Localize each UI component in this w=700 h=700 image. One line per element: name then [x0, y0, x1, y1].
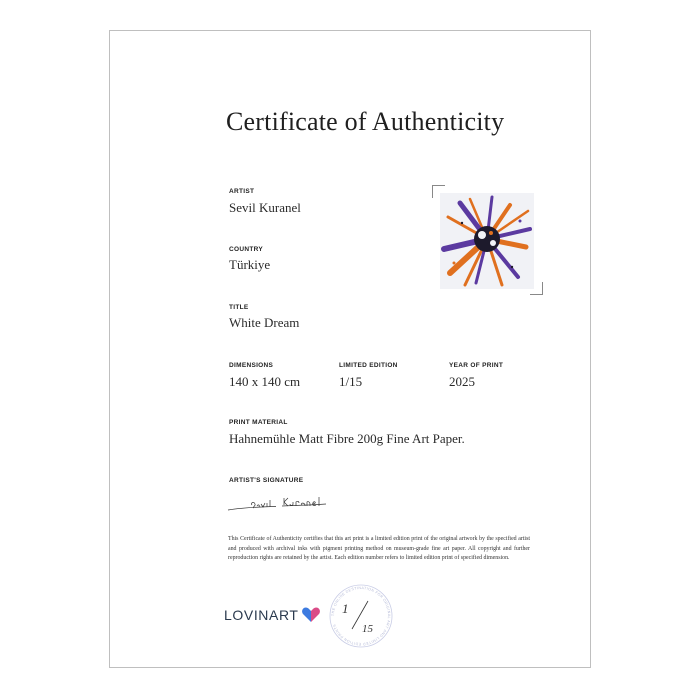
certificate-sheet [109, 30, 591, 668]
country-label: COUNTRY [229, 246, 263, 253]
brand-name: LOVINART [224, 607, 299, 623]
artist-label: ARTIST [229, 188, 255, 195]
legal-statement: This Certificate of Authenticity certifies that this art print is a limited edition print of the original artwork by the specified artist and produced with archival inks with pigment printing method on museum-grade fine art paper. All copyright and further reproduction rights are retained by the artist. Each edition number refers to limited edition print of specified dimension. [228, 536, 530, 562]
signature-label: ARTIST'S SIGNATURE [229, 477, 304, 484]
stamp-ring-text: THE ONLINE DESTINATION FOR ORIGINAL ART AND LIMITED EDITION PRINTS [330, 585, 392, 647]
certificate-title: Certificate of Authenticity [226, 107, 505, 136]
stamp-edition-number: 1 [342, 601, 349, 616]
artist-signature [226, 491, 330, 517]
country-value: Türkiye [229, 257, 271, 272]
artist-value: Sevil Kuranel [229, 200, 301, 215]
stamp-edition-total: 15 [362, 623, 373, 635]
title-label: TITLE [229, 304, 249, 311]
limited-edition-label: LIMITED EDITION [339, 362, 398, 369]
limited-edition-value: 1/15 [339, 374, 363, 389]
svg-text:THE ONLINE DESTINATION FOR ORI [331, 586, 391, 646]
year-of-print-value: 2025 [449, 374, 475, 389]
dimensions-value: 140 x 140 cm [229, 374, 301, 389]
title-value: White Dream [229, 315, 300, 330]
print-material-label: PRINT MATERIAL [229, 419, 288, 426]
heart-logo-icon [301, 606, 321, 624]
frame-corner-bottom-right [530, 282, 543, 295]
year-of-print-label: YEAR OF PRINT [449, 362, 504, 369]
edition-stamp [328, 583, 394, 649]
artwork-thumbnail [440, 193, 534, 289]
brand-logo [224, 606, 321, 624]
print-material-value: Hahnemühle Matt Fibre 200g Fine Art Paper. [229, 431, 465, 446]
dimensions-label: DIMENSIONS [229, 362, 274, 369]
